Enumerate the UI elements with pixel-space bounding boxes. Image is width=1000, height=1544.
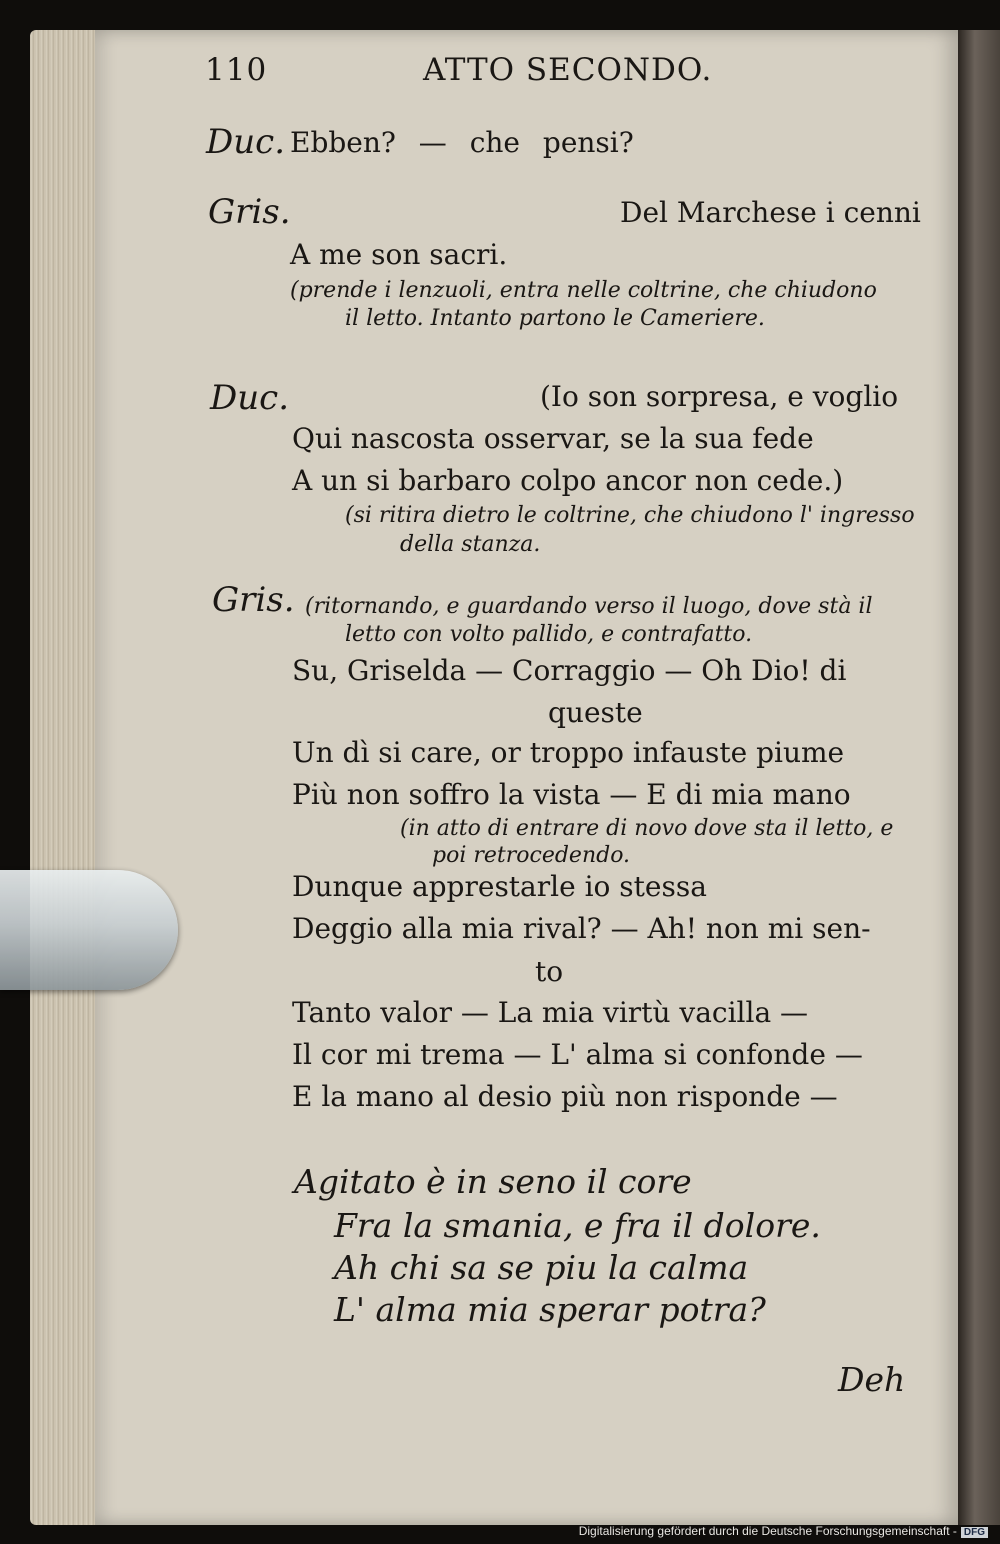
verse-line: Qui nascosta osservar, se la sua fede: [292, 422, 814, 455]
credit-text: Digitalisierung gefördert durch die Deutsche Forschungsgemeinschaft -: [578, 1524, 957, 1538]
stage-direction: poi retrocedendo.: [432, 843, 631, 868]
stage-direction: il letto. Intanto partono le Cameriere.: [345, 306, 765, 331]
stage-direction: (si ritira dietro le coltrine, che chiudono l' ingresso: [345, 503, 915, 528]
verse-line: A me son sacri.: [290, 238, 508, 271]
speaker-label: Duc.: [210, 378, 290, 418]
verse-line: E la mano al desio più non risponde —: [292, 1080, 838, 1113]
catchword: Deh: [838, 1360, 906, 1399]
verse-line: Del Marchese i cenni: [620, 196, 921, 229]
verse-line: Un dì si care, or troppo infauste piume: [292, 736, 845, 769]
verse-line: queste: [548, 696, 643, 729]
verse-line: (Io son sorpresa, e voglio: [540, 380, 899, 413]
stage-direction: letto con volto pallido, e contrafatto.: [345, 622, 753, 647]
page-number: 110: [205, 52, 268, 88]
aria-line: Fra la smania, e fra il dolore.: [334, 1206, 821, 1245]
aria-line: Ah chi sa se piu la calma: [334, 1248, 749, 1287]
verse-line: A un si barbaro colpo ancor non cede.): [292, 464, 844, 497]
verse-line: Deggio alla mia rival? — Ah! non mi sen-: [292, 912, 871, 945]
stage-direction: (ritornando, e guardando verso il luogo, dove stà il: [305, 594, 873, 619]
digitization-credit: [579, 1524, 988, 1538]
running-title: ATTO SECONDO.: [423, 52, 713, 88]
verse-line: Dunque apprestarle io stessa: [292, 870, 707, 903]
verse-line: Su, Griselda — Corraggio — Oh Dio! di: [292, 654, 847, 687]
speaker-label: Gris.: [212, 580, 295, 620]
verse-line: Il cor mi trema — L' alma si confonde —: [292, 1038, 863, 1071]
verse-line: Ebben? — che pensi?: [290, 126, 634, 159]
page-clip: [0, 870, 178, 990]
dfg-logo: DFG: [961, 1527, 988, 1538]
speaker-label: Duc.: [206, 122, 286, 162]
book-spine: [958, 30, 1000, 1525]
stage-direction: della stanza.: [400, 532, 541, 557]
stage-direction: (in atto di entrare di novo dove sta il letto, e: [400, 816, 894, 841]
stage-direction: (prende i lenzuoli, entra nelle coltrine, che chiudono: [290, 278, 877, 303]
verse-line: Più non soffro la vista — E di mia mano: [292, 778, 851, 811]
aria-line: Agitato è in seno il core: [294, 1162, 692, 1201]
aria-line: L' alma mia sperar potra?: [334, 1290, 766, 1329]
book-page-edges: [30, 30, 102, 1525]
verse-line: to: [535, 955, 564, 988]
speaker-label: Gris.: [208, 192, 291, 232]
verse-line: Tanto valor — La mia virtù vacilla —: [292, 996, 809, 1029]
